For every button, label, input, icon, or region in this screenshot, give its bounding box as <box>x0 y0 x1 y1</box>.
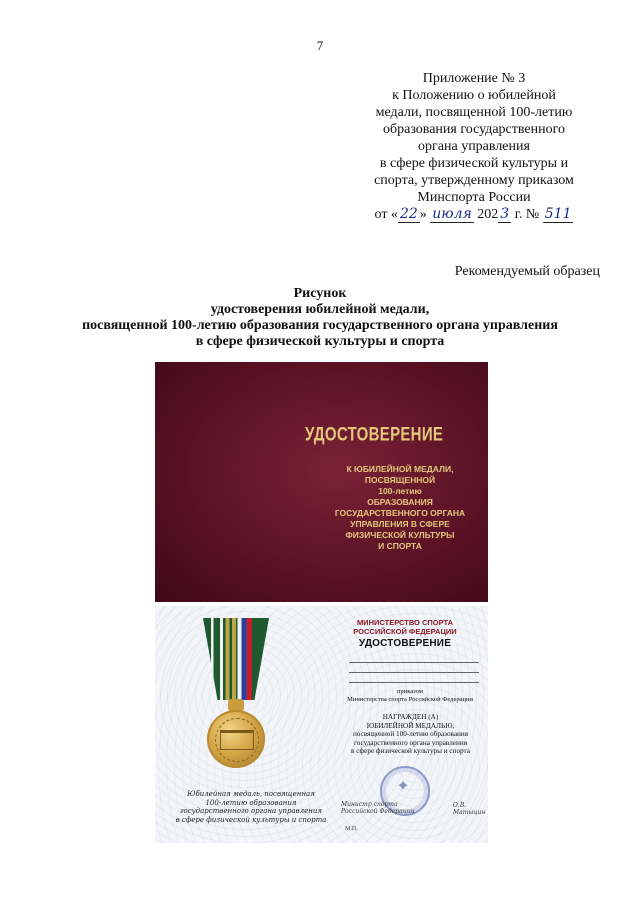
figure-title <box>30 286 610 350</box>
awarded-line: НАГРАЖДЕН (А) <box>382 713 439 721</box>
ministry-line: МИНИСТЕРСТВО СПОРТА <box>356 618 454 627</box>
medal-caption-line: в сфере физической культуры и спорта <box>175 815 327 824</box>
cover-subtitle-line: ОБРАЗОВАНИЯ <box>367 497 433 507</box>
ministry-line: РОССИЙСКОЙ ФЕДЕРАЦИИ <box>353 627 457 636</box>
awarded-line: посвященной 100-летию образования <box>352 730 469 739</box>
cover-subtitle-line: К ЮБИЛЕЙНОЙ МЕДАЛИ, <box>346 464 454 474</box>
appendix-line: медали, посвященной 100-летию <box>375 105 573 120</box>
date-month: июля <box>432 206 472 222</box>
cover-subtitle-line: И СПОРТА <box>378 541 422 551</box>
date-mid: » <box>419 207 427 222</box>
signer-name: О.В. Матыцин <box>453 802 486 816</box>
cover-subtitle <box>325 464 475 552</box>
page-number: 7 <box>316 38 324 53</box>
date-day: 22 <box>399 206 418 222</box>
ministry-header <box>335 618 475 636</box>
blank-line <box>349 662 479 663</box>
order-number: 511 <box>544 206 572 222</box>
cover-subtitle-line: ФИЗИЧЕСКОЙ КУЛЬТУРЫ <box>345 530 455 540</box>
medal-icon <box>207 710 265 768</box>
date-year-digit: 3 <box>500 206 510 222</box>
date-year-prefix: 202 <box>477 207 499 222</box>
stamp-mark: М.П. <box>345 826 358 832</box>
date-prefix: от « <box>374 207 398 222</box>
figure-title-line: в сфере физической культуры и спорта <box>195 334 445 349</box>
cover-subtitle-line: ГОСУДАРСТВЕННОГО ОРГАНА <box>334 508 466 518</box>
appendix-line: к Положению о юбилейной <box>392 88 556 103</box>
appendix-line: Минспорта России <box>417 190 531 205</box>
cover-subtitle-line: УПРАВЛЕНИЯ В СФЕРЕ <box>350 519 450 529</box>
appendix-line: образования государственного <box>382 122 566 137</box>
certificate-inside <box>155 606 488 843</box>
figure-title-line: удостоверения юбилейной медали, <box>210 302 430 317</box>
certificate-title: УДОСТОВЕРЕНИЕ <box>358 638 452 649</box>
signer-title-line: Российской Федерации <box>341 808 415 815</box>
blank-line <box>349 682 479 683</box>
figure-title-line: Рисунок <box>293 286 347 301</box>
order-line: приказом <box>397 688 423 695</box>
figure-title-line: посвященной 100-летию образования государственного органа управления <box>82 318 558 333</box>
cover-title: УДОСТОВЕРЕНИЕ <box>305 423 444 446</box>
awarded-text <box>333 713 488 756</box>
awarded-line: ЮБИЛЕЙНОЙ МЕДАЛЬЮ, <box>366 721 455 730</box>
building-icon <box>220 730 254 750</box>
order-line: Министерства спорта Российской Федерации <box>347 696 473 703</box>
signer-title-line: Министр спорта <box>341 801 398 808</box>
appendix-date-line <box>355 206 593 223</box>
appendix-block <box>355 70 593 223</box>
sample-label: Рекомендуемый образец <box>454 264 600 279</box>
awarded-line: в сфере физической культуры и спорта <box>351 747 470 756</box>
appendix-line: в сфере физической культуры и <box>379 156 569 171</box>
awarded-line: государственного органа управления <box>354 738 467 747</box>
cover-subtitle-line: 100-летию <box>378 486 422 496</box>
certificate-cover <box>155 362 488 602</box>
date-suffix: г. № <box>514 207 540 222</box>
medal-caption-line: государственного органа управления <box>179 807 323 815</box>
medal-caption-line: Юбилейная медаль, посвященная <box>187 790 315 798</box>
cover-subtitle-line: ПОСВЯЩЕННОЙ <box>364 475 436 485</box>
signer-title <box>341 801 415 815</box>
appendix-line: органа управления <box>418 139 530 154</box>
medal-ribbon-gold-stripes <box>203 618 269 700</box>
blank-line <box>349 672 479 673</box>
medal-caption <box>171 790 331 824</box>
medal-caption-line: 100-летию образования <box>205 798 297 807</box>
order-reference <box>335 688 485 704</box>
appendix-line: спорта, утвержденному приказом <box>374 173 574 188</box>
eagle-icon: ✦ <box>396 778 410 795</box>
appendix-line: Приложение № 3 <box>422 71 526 86</box>
